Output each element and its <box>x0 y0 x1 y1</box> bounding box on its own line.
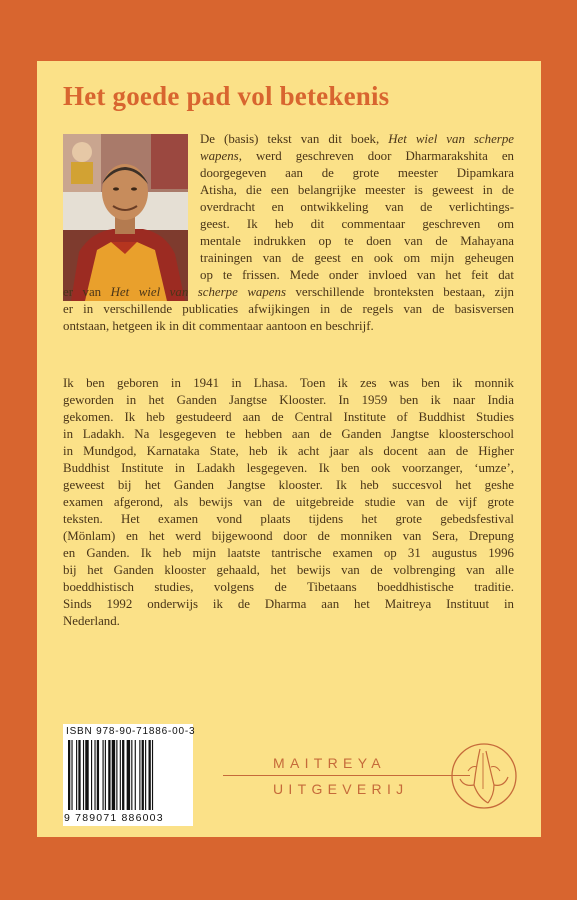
text-line: mentale indrukken op te doen van de Mahayana <box>200 234 514 248</box>
text-line: overdracht en ontwikkeling van de verlichtings- <box>200 200 514 214</box>
text-segment: er van <box>63 285 111 299</box>
barcode-bar <box>91 740 92 810</box>
text-line <box>63 148 514 165</box>
barcode-bar <box>94 740 95 810</box>
barcode-digits: 9 789071 886003 <box>64 812 164 824</box>
isbn-barcode <box>63 724 196 826</box>
text-line <box>63 284 514 301</box>
barcode-bar <box>149 740 151 810</box>
barcode-bar <box>122 740 124 810</box>
book-reference: Het wiel van scherpe wapens <box>110 285 286 299</box>
text-line: examen afgerond, als bewijs van de uitgebreide studie van de vijf grote <box>63 495 514 509</box>
barcode-bar <box>103 740 104 810</box>
text-line: op te frissen. Mede onder invloed van het feit dat <box>200 268 514 282</box>
barcode-bar <box>97 740 99 810</box>
praying-hands-icon <box>450 741 518 811</box>
barcode-bar <box>116 740 117 810</box>
text-line: in Mundgod, Karnataka State, heb ik acht jaar als docent aan de Higher <box>63 444 514 458</box>
text-segment: De (basis) tekst van dit boek, <box>200 132 389 146</box>
barcode-bar <box>131 740 132 810</box>
text-line: geworden in het Ganden Jangtse Klooster. In 1959 ben ik naar India <box>63 393 514 407</box>
barcode-bar <box>71 740 72 810</box>
text-line: ontstaan, hetgeen ik in dit commentaar aantoon en beschrijf. <box>63 319 374 333</box>
text-segment: verschillende bronteksten bestaan, zijn <box>286 285 514 299</box>
text-line <box>63 131 514 148</box>
isbn-label: ISBN 978-90-71886-00-3 <box>66 726 196 737</box>
book-reference: Het wiel van scherpe <box>388 132 514 146</box>
barcode-bar <box>152 740 153 810</box>
logo-rule <box>223 775 470 776</box>
barcode-bar <box>68 740 70 810</box>
barcode-bar <box>83 740 84 810</box>
text-line: Ik ben geboren in 1941 in Lhasa. Toen ik zes was ben ik monnik <box>63 376 514 390</box>
text-line: geweest bij het Ganden Jangtse klooster. Ik heb succesvol het geshe <box>63 478 514 492</box>
commentary-paragraph <box>63 131 514 335</box>
publisher-subtitle: UITGEVERIJ <box>273 781 409 797</box>
book-reference: wapens <box>200 149 239 163</box>
barcode-bar <box>135 740 136 810</box>
text-line: (Mönlam) en het werd bijgewoond door de monniken van Sera, Drepung <box>63 529 514 543</box>
author-bio-paragraph <box>63 375 514 630</box>
text-line: boeddhistisch studies, volgens de Tibetaans boeddhistische traditie. <box>63 580 514 594</box>
barcode-bar <box>78 740 80 810</box>
text-line: teksten. Het examen vond plaats tijdens het grote gebedsfestival <box>63 512 514 526</box>
barcode-bar <box>108 740 110 810</box>
text-segment: , werd geschreven door Dharmarakshita en <box>238 149 514 163</box>
text-line: in Ladakh. Na lesgegeven te hebben aan de Ganden Jangtse kloosterschool <box>63 427 514 441</box>
barcode-bar <box>120 740 121 810</box>
text-line: Nederland. <box>63 614 120 628</box>
barcode-bar <box>76 740 77 810</box>
text-line: trainingen van de geest en ook om mijn geheugen <box>200 251 514 265</box>
text-line: gekomen. Ik heb gestudeerd aan de Central Institute of Buddhist Studies <box>63 410 514 424</box>
barcode-bar <box>85 740 88 810</box>
barcode-bar <box>127 740 130 810</box>
text-line: bij het Ganden klooster gehaald, het bewijs van de volbrenging van alle <box>63 563 514 577</box>
text-line: er in verschillende publicaties afwijkingen in de regels van de basisversen <box>63 302 514 316</box>
book-title: Het goede pad vol betekenis <box>63 81 390 111</box>
barcode-bar <box>142 740 144 810</box>
text-line: doorgegeven aan de grote meester Dipamkara <box>200 166 514 180</box>
back-cover-panel <box>37 61 541 837</box>
barcode-bar <box>105 740 106 810</box>
publisher-name: MAITREYA <box>273 755 386 771</box>
text-line: Atisha, die een belangrijke meester is geweest in de <box>200 183 514 197</box>
text-line: en Ganden. Ik heb mijn laatste tantrische examen op 31 augustus 1996 <box>63 546 514 560</box>
barcode-bar <box>112 740 115 810</box>
barcode-bar <box>139 740 140 810</box>
text-line: geest. Ik heb dit commentaar geschreven om <box>200 217 514 231</box>
barcode-bar <box>145 740 146 810</box>
text-line: Sinds 1992 onderwijs ik de Dharma aan het Maitreya Instituut in <box>63 597 514 611</box>
barcode-bars <box>68 740 190 810</box>
text-line: Buddhist Institute in Ladakh lesgegeven. Ik ben ook voorzanger, ‘umze’, <box>63 461 514 475</box>
